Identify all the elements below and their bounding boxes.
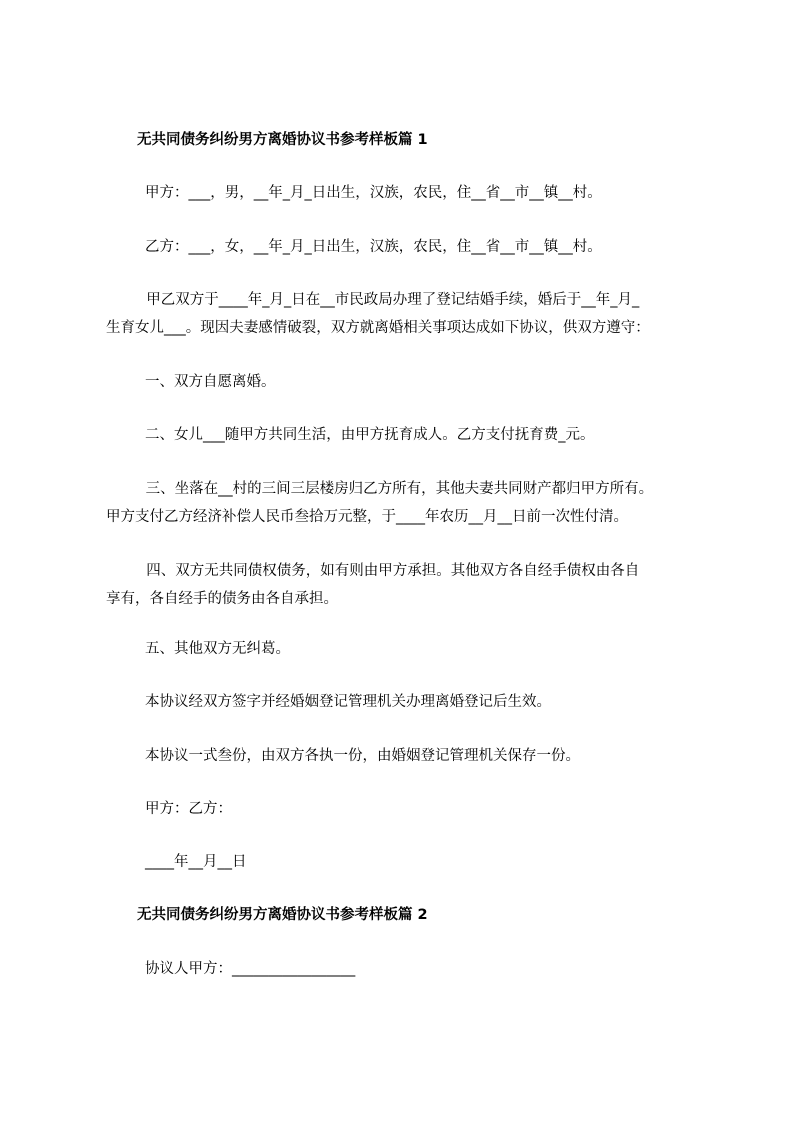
clause-5: 五、其他双方无纠葛。	[145, 641, 290, 657]
clause-3-line-1: 三、坐落在__村的三间三层楼房归乙方所有，其他夫妻共同财产都归甲方所有。	[141, 481, 654, 497]
date-line: ____年__月__日	[145, 854, 247, 870]
clause-1: 一、双方自愿离婚。	[145, 374, 276, 390]
intro-line-2: 生育女儿___。现因夫妻感情破裂，双方就离婚相关事项达成如下协议，供双方遵守：	[106, 320, 650, 336]
signature-line: 甲方：乙方：	[145, 801, 232, 817]
section2-party-a: 协议人甲方：_________________	[145, 961, 356, 977]
effective-clause: 本协议经双方签字并经婚姻登记管理机关办理离婚登记后生效。	[145, 694, 551, 710]
clause-3-line-2: 甲方支付乙方经济补偿人民币叁拾万元整，于____年农历__月__日前一次性付清。	[106, 509, 628, 525]
clause-4-line-2: 享有，各自经手的债务由各自承担。	[106, 591, 338, 607]
clause-4-line-1: 四、双方无共同债权债务，如有则由甲方承担。其他双方各自经手债权由各自	[137, 563, 640, 579]
party-b-line: 乙方：___，女，__年_月_日出生，汉族，农民，住__省__市__镇__村。	[145, 239, 602, 255]
party-a-line: 甲方：___，男，__年_月_日出生，汉族，农民，住__省__市__镇__村。	[145, 185, 602, 201]
copies-clause: 本协议一式叁份，由双方各执一份，由婚姻登记管理机关保存一份。	[145, 748, 580, 764]
intro-line-1: 甲乙双方于____年_月_日在__市民政局办理了登记结婚手续，婚后于__年_月_	[137, 292, 640, 308]
section2-title: 无共同债务纠纷男方离婚协议书参考样板篇 2	[137, 907, 428, 923]
clause-2: 二、女儿___随甲方共同生活，由甲方抚育成人。乙方支付抚育费_元。	[145, 427, 595, 443]
section1-title: 无共同债务纠纷男方离婚协议书参考样板篇 1	[137, 132, 428, 148]
